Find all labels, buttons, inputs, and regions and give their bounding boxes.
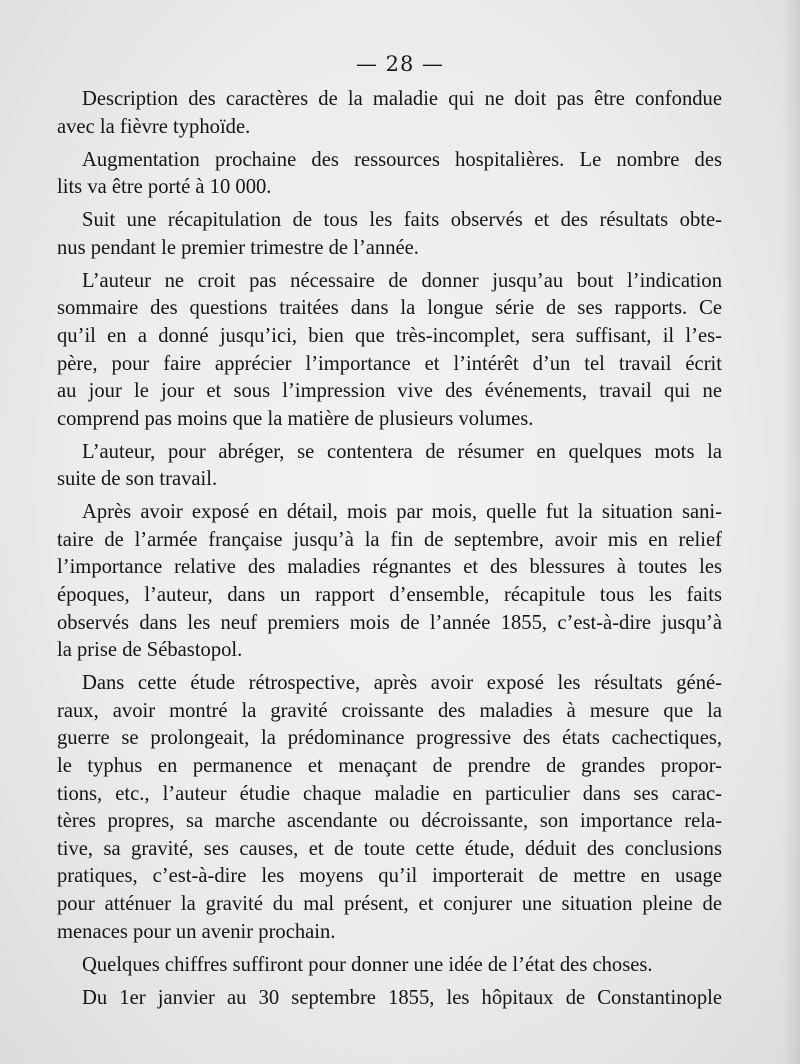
text-line: menaces pour un avenir prochain. <box>57 920 336 943</box>
paragraph-sanitary-situation <box>57 499 722 665</box>
paragraph-figures-intro <box>57 952 722 980</box>
text-line: guerre se prolongeait, la prédominance progressive des états cachectiques, <box>57 727 722 750</box>
text-line: tères propres, sa marche ascendante ou décroissante, son importance rela- <box>57 810 722 833</box>
text-line: père, pour faire apprécier l’importance et l’intérêt d’un tel travail écrit <box>57 352 722 375</box>
text-line: comprend pas moins que la matière de plusieurs volumes. <box>57 407 534 430</box>
paragraph-retrospective-study <box>57 670 722 946</box>
paragraph-hospital-resources <box>57 147 722 202</box>
page-number: — 28 — <box>355 52 445 76</box>
text-line: pour atténuer la gravité du mal présent, et conjurer une situation pleine de <box>57 892 722 915</box>
text-line: l’importance relative des maladies régnantes et des blessures à toutes les <box>57 556 722 579</box>
text-line: Après avoir exposé en détail, mois par mois, quelle fut la situation sani- <box>82 501 722 524</box>
body-text <box>57 86 722 1018</box>
text-line: taire de l’armée française jusqu’à la fin de septembre, avoir mis en relief <box>57 528 722 551</box>
text-line: L’auteur, pour abréger, se contentera de résumer en quelques mots la <box>82 440 722 463</box>
text-line: tive, sa gravité, ses causes, et de toute cette étude, déduit des conclusions <box>57 837 722 860</box>
text-line: le typhus en permanence et menaçant de prendre de grandes propor- <box>57 755 722 777</box>
text-line: nus pendant le premier trimestre de l’année. <box>57 236 419 259</box>
text-line: pratiques, c’est-à-dire les moyens qu’il importerait de mettre en usage <box>57 865 722 888</box>
paragraph-recapitulation <box>57 207 722 262</box>
text-line: Du 1er janvier au 30 septembre 1855, les hôpitaux de Constantinople <box>82 986 722 1009</box>
text-line: L’auteur ne croit pas nécessaire de donner jusqu’au bout l’indication <box>82 269 722 292</box>
text-line: avec la fièvre typhoïde. <box>57 115 251 138</box>
text-line: tions, etc., l’auteur étudie chaque maladie en particulier dans ses carac- <box>57 782 722 805</box>
text-line: Dans cette étude rétrospective, après avoir exposé les résultats géné- <box>82 672 722 695</box>
text-line: Quelques chiffres suffiront pour donner une idée de l’état des choses. <box>82 953 653 976</box>
text-line: qu’il en a donné jusqu’ici, bien que très-incomplet, sera suffisant, il l’es- <box>57 324 722 347</box>
text-line: Description des caractères de la maladie qui ne doit pas être confondue <box>82 88 722 110</box>
text-line: au jour le jour et sous l’impression vive des événements, travail qui ne <box>57 380 722 403</box>
text-line: raux, avoir montré la gravité croissante des maladies à mesure que la <box>57 699 722 722</box>
paragraph-constantinople-hospitals <box>57 985 722 1013</box>
page-edge-shadow <box>782 0 800 1064</box>
paragraph-author-summary <box>57 439 722 494</box>
text-line: Suit une récapitulation de tous les faits observés et des résultats obte- <box>82 209 722 232</box>
paragraph-author-indication <box>57 268 722 434</box>
text-line: la prise de Sébastopol. <box>57 639 243 662</box>
text-line: lits va être porté à 10 000. <box>57 176 272 199</box>
text-line: sommaire des questions traitées dans la longue série de ses rapports. Ce <box>57 297 722 320</box>
text-line: Augmentation prochaine des ressources hospitalières. Le nombre des <box>82 148 722 171</box>
paragraph-disease-description <box>57 86 722 141</box>
text-line: observés dans les neuf premiers mois de l’année 1855, c’est-à-dire jusqu’à <box>57 611 722 634</box>
text-line: suite de son travail. <box>57 468 218 491</box>
text-line: époques, l’auteur, dans un rapport d’ensemble, récapitule tous les faits <box>57 584 722 607</box>
